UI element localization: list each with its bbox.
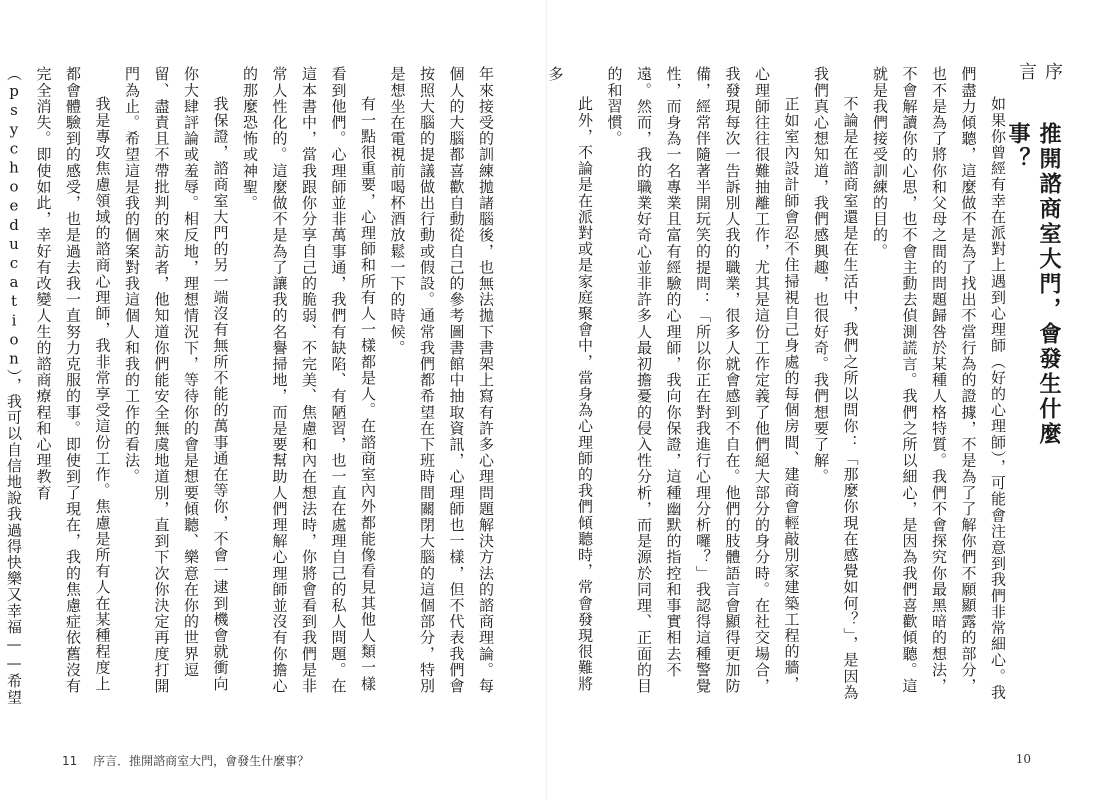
right-page-body [546, 66, 1012, 706]
paragraph: 我是專攻焦慮領域的諮商心理師，我非常享受這份工作。焦慮是所有人在某種程度上都會體驗到的感受，也是過去我一直努力克服的事。即使到了現在，我的焦慮症依舊沒有完全消失。即使如此，幸好有改變人生的諮商療程和心理教育（psychoeducation），我可以自信地說我過得快樂又幸福——希望 [5, 66, 112, 706]
paragraph: 年來接受的訓練拋諸腦後，也無法拋下書架上寫有許多心理問題解決方法的諮商理論。每個人的大腦都喜歡自動從自己的參考圖書館中抽取資訊，心理師也一樣，但不代表我們會按照大腦的提議做出行動或假設。通常我們都希望在下班時間關閉大腦的這個部分，特別是想坐在電視前喝杯酒放鬆一下的時候。 [388, 66, 495, 694]
left-page-footer [62, 752, 309, 769]
page-number: 10 [1015, 752, 1031, 766]
paragraph: 正如室內設計師會忍不住掃視自己身處的每個房間、建商會輕敲別家建築工程的牆，心理師往往很難抽離工作，尤其是這份工作定義了他們絕大部分的身分時。在社交場合，我發現每次一告訴別人我的職業，很多人就會感到不自在。他們的肢體語言會顯得更加防備，經常伴隨著半開玩笑的提問：「所以你正在對我進行心理分析囉？」我認得這種警覺性，而身為一名專業且富有經驗的心理師，我向你保證，這種幽默的指控和事實相去不遠。然而，我的職業好奇心並非許多人最初擔憂的侵入性分析，而是源於同理、正面的目的和習慣。 [605, 66, 801, 694]
paragraph: 有一點很重要，心理師和所有人一樣都是人。在諮商室內外都能像看見其他人類一樣看到他們。心理師並非萬事通，我們有缺陷、有陋習，也一直在處理自己的私人問題。在這本書中，當我跟你分享自己的脆弱、不完美、焦慮和內在想法時，你將會看到我們是非常人性化的。這麼做不是為了讓我的名譽掃地，而是要幫助人們理解心理師並沒有你擔心的那麼恐怖或神聖。 [241, 66, 377, 694]
right-page [547, 0, 1095, 800]
page-number: 11 [62, 754, 78, 768]
chapter-label: 序言 [1016, 62, 1063, 82]
paragraph: 此外，不論是在派對或是家庭聚會中，當身為心理師的我們傾聽時，常會發現很難將多 [546, 66, 594, 692]
running-header: 序言．推開諮商室大門，會發生什麼事？ [93, 754, 310, 768]
paragraph: 不論是在諮商室還是在生活中，我們之所以問你：「那麼你現在感覺如何？」，是因為我們真心想知道，我們感興趣，也很好奇。我們想要了解。 [812, 66, 860, 701]
chapter-heading [1005, 62, 1065, 482]
paragraph: 如果你曾經有幸在派對上遇到心理師（好的心理師），可能會注意到我們非常細心。我們盡力傾聽，這麼做不是為了找出不當行為的證據，不是為了了解你們不願顯露的部分，也不是為了將你和父母之間的問題歸咎於某種人格特質。我們不會探究你最黑暗的想法，不會解讀你的心思，也不會主動去偵測謊言。我們之所以細心，是因為我們喜歡傾聽。這就是我們接受訓練的目的。 [871, 66, 1007, 701]
chapter-title: 推開諮商室大門，會發生什麼事？ [1005, 122, 1062, 448]
left-page-body [5, 66, 500, 706]
left-page [0, 0, 547, 800]
paragraph: 我保證，諮商室大門的另一端沒有無所不能的萬事通在等你，不會一逮到機會就衝向你大肆評論或羞辱。相反地，理想情況下，等待你的會是想要傾聽、樂意在你的世界逗留、盡責且不帶批判的來訪者，他知道你們能安全無虞地道別，直到下次你決定再度打開門為止。希望這是我的個案對我這個人和我的工作的看法。 [123, 66, 230, 694]
